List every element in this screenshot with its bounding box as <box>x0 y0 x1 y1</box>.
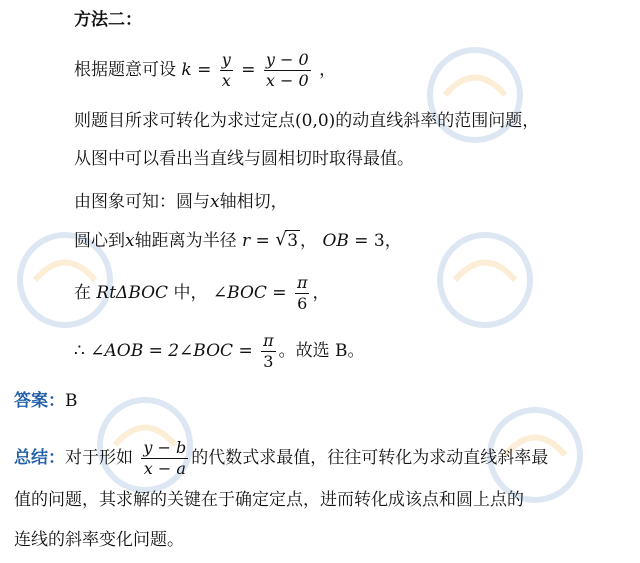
fraction-y-over-x <box>220 52 233 89</box>
watermark-logo <box>400 40 550 150</box>
fraction-denominator: x − 0 <box>265 71 309 90</box>
var-x: x <box>210 192 220 212</box>
fraction-numerator: π <box>263 331 274 350</box>
answer-value: B <box>65 391 78 411</box>
summary-label: 总结： <box>14 448 65 468</box>
sqrt-expression <box>275 229 300 251</box>
fraction-pi-over-3 <box>261 333 276 370</box>
watermark-logo <box>410 225 560 335</box>
text-segment: ， <box>312 283 330 303</box>
text-segment: 中， <box>173 283 208 303</box>
line-conclusion <box>74 333 365 370</box>
ob-value: = 3， <box>354 231 402 251</box>
summary-line-1 <box>14 440 548 477</box>
var-k: k <box>181 60 192 80</box>
equals-sign: = <box>272 283 287 303</box>
text-segment: 在 <box>74 283 91 303</box>
text-segment: 轴距离为半径 <box>134 231 237 251</box>
summary-line-2: 值的问题，其求解的关键在于确定定点，进而转化成该点和圆上点的 <box>14 490 524 510</box>
fraction-numerator: y − b <box>143 438 187 457</box>
var-r: r <box>242 231 251 251</box>
line-angle-boc <box>74 275 329 312</box>
angle-aob-expression: ∠AOB = 2∠BOC <box>90 341 234 361</box>
choice-text: 。故选 B。 <box>278 341 365 361</box>
line-setup <box>74 52 336 89</box>
summary-line-3: 连线的斜率变化问题。 <box>14 530 184 550</box>
fraction-numerator: y − 0 <box>265 50 309 69</box>
text-segment: ， <box>300 231 318 251</box>
angle-boc: ∠BOC <box>212 283 267 303</box>
fraction-numerator: y <box>221 50 231 69</box>
text-segment: 圆心到 <box>74 231 125 251</box>
fraction-slope-form <box>141 440 188 477</box>
answer-label: 答案： <box>14 391 65 411</box>
equals-sign: = <box>238 341 253 361</box>
equals-sign: = <box>197 60 212 80</box>
text-segment: 的代数式求最值，往往可转化为求动直线斜率最 <box>191 448 549 468</box>
equals-sign: = <box>241 60 256 80</box>
fraction-denominator: x − a <box>143 459 186 478</box>
radical-sign: √ <box>275 229 287 250</box>
segment-ob: OB <box>322 231 349 251</box>
var-x: x <box>125 231 135 251</box>
line-tangent <box>74 194 288 211</box>
fraction-denominator: x <box>221 71 231 90</box>
setup-suffix: ， <box>319 60 337 80</box>
radicand: 3 <box>287 231 299 251</box>
text-segment: 由图象可知：圆与 <box>74 192 210 212</box>
triangle-boc: RtΔBOC <box>96 283 169 303</box>
fraction-denominator: 3 <box>263 352 274 371</box>
fraction-y0-over-x0 <box>264 52 311 89</box>
fraction-pi-over-6 <box>295 275 310 312</box>
setup-prefix: 根据题意可设 <box>74 60 176 80</box>
line-observation: 从图中可以看出当直线与圆相切时取得最值。 <box>74 149 414 169</box>
fraction-numerator: π <box>296 273 308 292</box>
text-segment: 轴相切， <box>219 192 288 212</box>
equals-sign: = <box>255 231 270 251</box>
therefore-symbol: ∴ <box>74 341 85 361</box>
answer-line <box>14 393 78 410</box>
method-title: 方法二： <box>74 10 142 30</box>
line-transform: 则题目所求可转化为求过定点(0,0)的动直线斜率的范围问题， <box>74 111 540 131</box>
line-radius <box>74 229 402 251</box>
text-segment: 对于形如 <box>65 448 133 468</box>
fraction-denominator: 6 <box>297 294 308 313</box>
